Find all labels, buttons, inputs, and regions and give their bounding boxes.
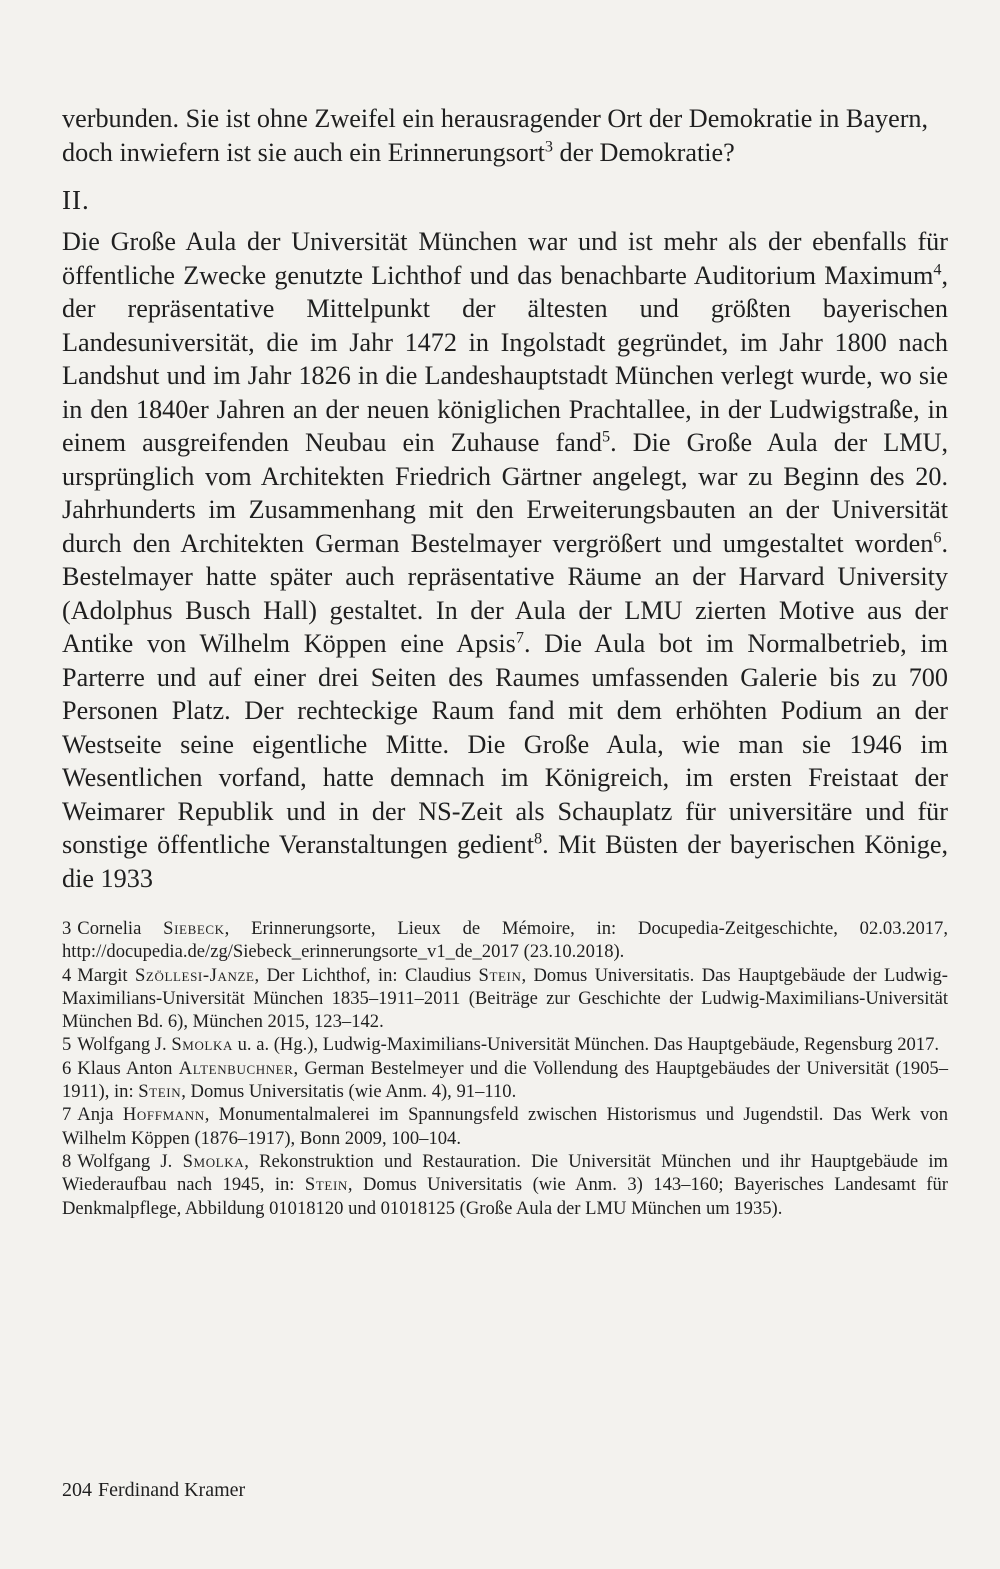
footnote-author-last: Altenbuchner <box>178 1057 294 1079</box>
footnotes <box>62 917 948 1220</box>
intro-paragraph <box>62 102 948 169</box>
footnote-text: , Erinnerungsorte, Lieux de Mémoire, in: Docupedia-Zeitgeschichte, 02.03.2017, http://docupedia.de/zg/Siebeck_erinnerungsorte_v1_de_2017 (23.10.2018). <box>62 918 948 963</box>
running-footer-author: Ferdinand Kramer <box>98 1479 246 1501</box>
footnote-5 <box>62 1033 948 1056</box>
paragraph-text-4: . Bestelmayer hatte später auch repräsentative Räume an der Harvard University (Adolphus Busch Hall) gestaltet. In der Aula der LMU zierten Motive aus der Antike von Wilhelm Köppen eine Apsis <box>62 528 948 658</box>
page-footer <box>62 1478 245 1502</box>
paragraph-text-5: . Die Aula bot im Normalbetrieb, im Parterre und auf einer drei Seiten des Raumes umfassenden Galerie bis zu 700 Personen Platz. Der rechteckige Raum fand mit dem erhöhten Podium an der Westseite seine eigentliche Mitte. Die Große Aula, wie man sie 1946 im Wesentlichen vorfand, hatte demnach im Königreich, im ersten Freistaat der Weimarer Republik und in der NS-Zeit als Schauplatz für universitäre und für sonstige öffentliche Veranstaltungen gedient <box>62 629 948 859</box>
footnote-author-first: Wolfgang J. <box>77 1034 172 1056</box>
footnote-number: 3 <box>62 918 72 939</box>
footnote-ref-8[interactable]: 8 <box>534 829 543 848</box>
footnote-author-first: Margit <box>77 964 135 986</box>
section-heading: II. <box>62 185 90 215</box>
footnote-author-last: Smolka <box>171 1034 233 1056</box>
footnote-6 <box>62 1057 948 1104</box>
paragraph-text-6: . Mit Büsten der bayerischen Könige, die 1933 <box>62 830 948 893</box>
book-page <box>62 102 948 1542</box>
footnote-text-rest: , Domus Universitatis. Das Hauptgebäude der Ludwig-Maximilians-Universität München 1835–1911–2011 (Beiträge zur Geschichte der Ludwig-Maximilians-Universität München Bd. 6), München 2015, 123–142. <box>62 964 948 1033</box>
footnote-author-last: Smolka <box>182 1150 245 1172</box>
paragraph-text-2: , der repräsentative Mittelpunkt der ältesten und größten bayerischen Landesuniversität, die im Jahr 1472 in Ingolstadt gegründet, im Jahr 1800 nach Landshut und im Jahr 1826 in die Landeshauptstadt München verlegt wurde, wo sie in den 1840er Jahren an der neuen königlichen Prachtallee, in der Ludwigstraße, in einem ausgreifenden Neubau ein Zuhause fand <box>62 260 948 457</box>
footnote-ref-6[interactable]: 6 <box>933 527 942 546</box>
footnote-editor-last: Stein <box>138 1081 182 1103</box>
footnote-ref-4[interactable]: 4 <box>933 259 942 278</box>
footnote-text: , German Bestelmeyer und die Vollendung des Hauptgebäudes der Universität (1905–1911), in: <box>62 1057 949 1103</box>
footnote-7 <box>62 1103 948 1150</box>
footnote-author-last: Szöllesi-Janze <box>134 964 255 986</box>
footnote-author-first: Klaus Anton <box>77 1057 179 1079</box>
intro-text: verbunden. Sie ist ohne Zweifel ein herausragender Ort der Demokratie in Bayern, doch inwiefern ist sie auch ein Erinnerungsort <box>62 104 929 167</box>
footnote-8 <box>62 1150 948 1220</box>
paragraph-text-1: Die Große Aula der Universität München war und ist mehr als der ebenfalls für öffentliche Zwecke genutzte Lichthof und das benachbarte Auditorium Maximum <box>62 227 948 290</box>
footnote-author-first: Wolfgang J. <box>77 1150 183 1172</box>
footnote-text: , Der Lichthof, in: Claudius <box>254 964 479 986</box>
footnote-4 <box>62 964 948 1034</box>
page-number: 204 <box>62 1479 92 1501</box>
footnote-text: , Rekonstruktion und Restauration. Die Universität München und ihr Hauptgebäude im Wiederaufbau nach 1945, in: <box>62 1150 948 1196</box>
footnote-3 <box>62 917 948 964</box>
footnote-number: 7 <box>62 1104 72 1126</box>
paragraph-text-3: . Die Große Aula der LMU, ursprünglich vom Architekten Friedrich Gärtner angelegt, war zu Beginn des 20. Jahrhunderts im Zusammenhang mit den Erweiterungsbauten an der Universität durch den Architekten German Bestelmayer vergrößert und umgestaltet worden <box>62 428 948 558</box>
footnote-ref-3[interactable]: 3 <box>544 136 553 155</box>
intro-text-end: der Demokratie? <box>553 137 735 167</box>
footnote-author-first: Cornelia <box>77 918 164 939</box>
footnote-number: 5 <box>62 1034 72 1056</box>
footnote-text-rest: , Domus Universitatis (wie Anm. 4), 91–110. <box>181 1081 517 1103</box>
footnote-author-first: Anja <box>77 1104 123 1126</box>
footnote-author-last: Hoffmann <box>122 1104 205 1126</box>
footnote-text-rest: , Domus Universitatis (wie Anm. 3) 143–160; Bayerisches Landesamt für Denkmalpflege, Abbildung 01018120 und 01018125 (Große Aula der LMU München um 1935). <box>62 1174 948 1219</box>
footnote-ref-5[interactable]: 5 <box>601 427 611 446</box>
footnote-text: , Monumentalmalerei im Spannungsfeld zwischen Historismus und Jugendstil. Das Werk von Wilhelm Köppen (1876–1917), Bonn 2009, 100–104. <box>62 1104 948 1149</box>
footnote-author-last: Siebeck <box>163 918 225 939</box>
footnote-editor-last: Stein <box>478 964 522 986</box>
footnote-number: 4 <box>62 964 72 986</box>
footnote-number: 8 <box>62 1150 72 1172</box>
footnote-ref-7[interactable]: 7 <box>515 628 524 647</box>
footnote-number: 6 <box>62 1057 72 1079</box>
main-paragraph <box>62 225 948 895</box>
footnote-editor-last: Stein <box>304 1174 348 1196</box>
footnote-text: u. a. (Hg.), Ludwig-Maximilians-Universität München. Das Hauptgebäude, Regensburg 2017. <box>232 1034 940 1056</box>
